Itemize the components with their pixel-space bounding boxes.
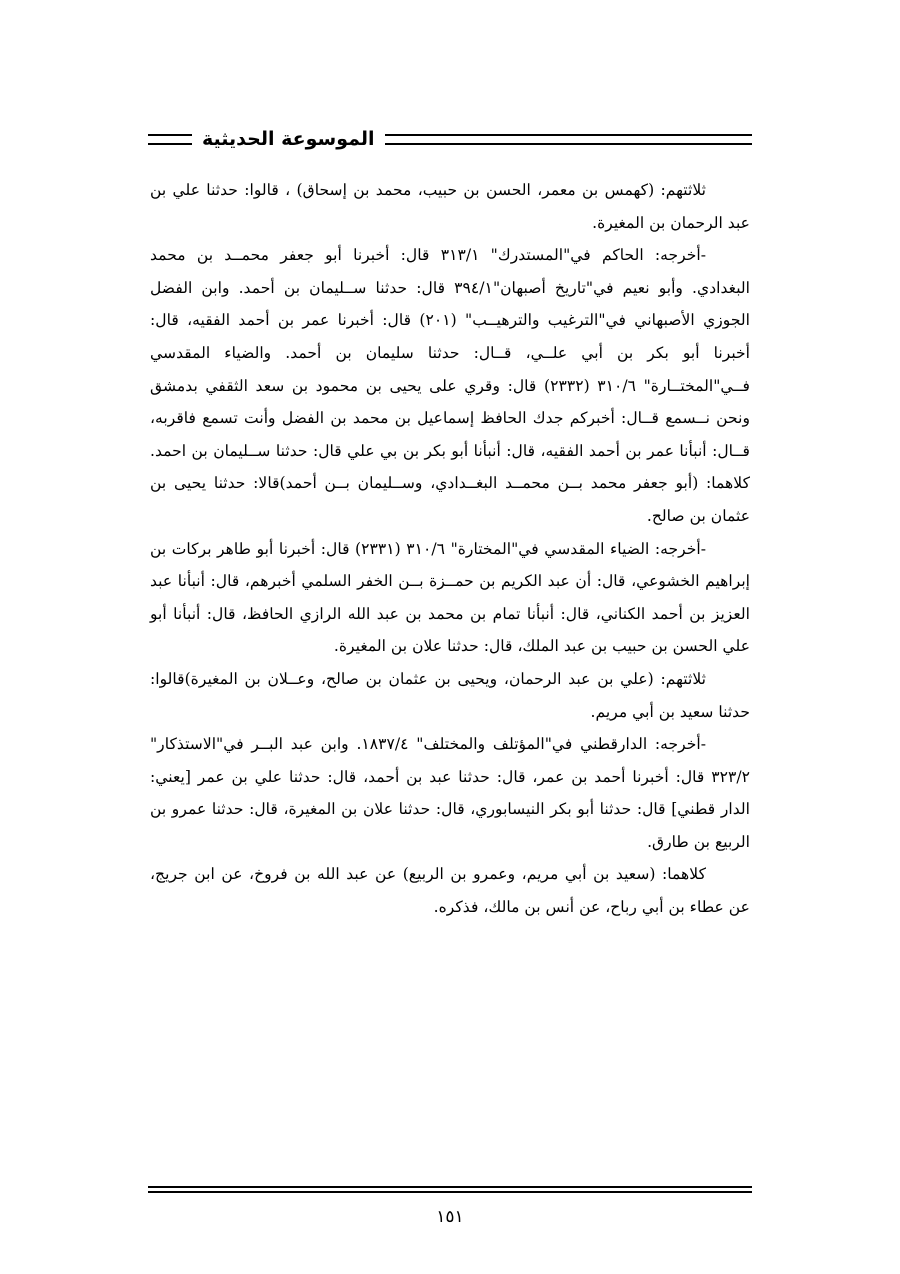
page-body (150, 174, 750, 924)
paragraph: ثلاثتهم: (كهمس بن معمر، الحسن بن حبيب، محمد بن إسحاق) ، قالوا: حدثنا علي بن عبد الرحمان بن المغيرة. (150, 181, 750, 232)
header-rule-right (385, 134, 753, 145)
paragraph: -أخرجه: الدارقطني في"المؤتلف والمختلف" ١٨٣٧/٤. وابن عبد البــر في"الاستذكار" ٣٢٣/٢ قال: أخبرنا أحمد بن عمر، قال: حدثنا عبد بن أحمد، قال: حدثنا علي بن عمر [يعني: الدار قطني] قال: حدثنا أبو بكر النيسابوري، قال: حدثنا علان بن المغيرة، قال: حدثنا عمرو بن الربيع بن طارق. (150, 735, 750, 851)
header-rule-left (148, 134, 192, 145)
footer-rule (148, 1186, 752, 1193)
paragraph: ثلاثتهم: (علي بن عبد الرحمان، ويحيى بن عثمان بن صالح، وعــلان بن المغيرة)قالوا: حدثنا سعيد بن أبي مريم. (150, 669, 750, 721)
page-number: ١٥١ (436, 1207, 464, 1227)
running-header (148, 118, 752, 160)
paragraph: -أخرجه: الحاكم في"المستدرك" ٣١٣/١ قال: أخبرنا أبو جعفر محمــد بن محمد البغدادي. وأبو نعيم في"تاريخ أصبهان"٣٩٤/١ قال: حدثنا ســليمان بن أحمد. وابن الفضل الجوزي الأصبهاني في"الترغيب والترهيــب" (٢٠١) قال: أخبرنا عمر بن أحمد الفقيه، قال: أخبرنا أبو بكر بن أبي علــي، قــال: حدثنا سليمان بن أحمد. والضياء المقدسي فــي"المختــارة" ٣١٠/٦ (٢٣٣٢) قال: وقري على يحيى بن محمود بن سعد الثقفي بدمشق ونحن نــسمع قــال: أخبركم جدك الحافظ إسماعيل بن محمد بن الفضل وأنت تسمع فاقربه، قــال: أنبأنا عمر بن أحمد الفقيه، قال: أنبأنا أبو بكر بن بي علي قال: حدثنا ســليمان بن احمد. كلاهما: (أبو جعفر محمد بــن محمــد البغــدادي، وســليمان بــن أحمد)قالا: حدثنا يحيى بن عثمان بن صالح. (150, 246, 751, 525)
page-header-title: الموسوعة الحديثية (202, 127, 375, 150)
paragraph: -أخرجه: الضياء المقدسي في"المختارة" ٣١٠/٦ (٢٣٣١) قال: أخبرنا أبو طاهر بركات بن إبراهيم الخشوعي، قال: أن عبد الكريم بن حمــزة بــن الخفر السلمي أخبرهم، قال: أنبأنا عبد العزيز بن أحمد الكناني، قال: أنبأنا تمام بن محمد بن عبد الله الرازي الحافظ، قال: أنبأنا أبو علي الحسن بن حبيب بن عبد الملك، قال: حدثنا علان بن المغيرة. (150, 539, 750, 656)
paragraph: كلاهما: (سعيد بن أبي مريم، وعمرو بن الربيع) عن عبد الله بن فروخ، عن ابن جريج، عن عطاء بن أبي رباح، عن أنس بن مالك، فذكره. (150, 865, 750, 917)
